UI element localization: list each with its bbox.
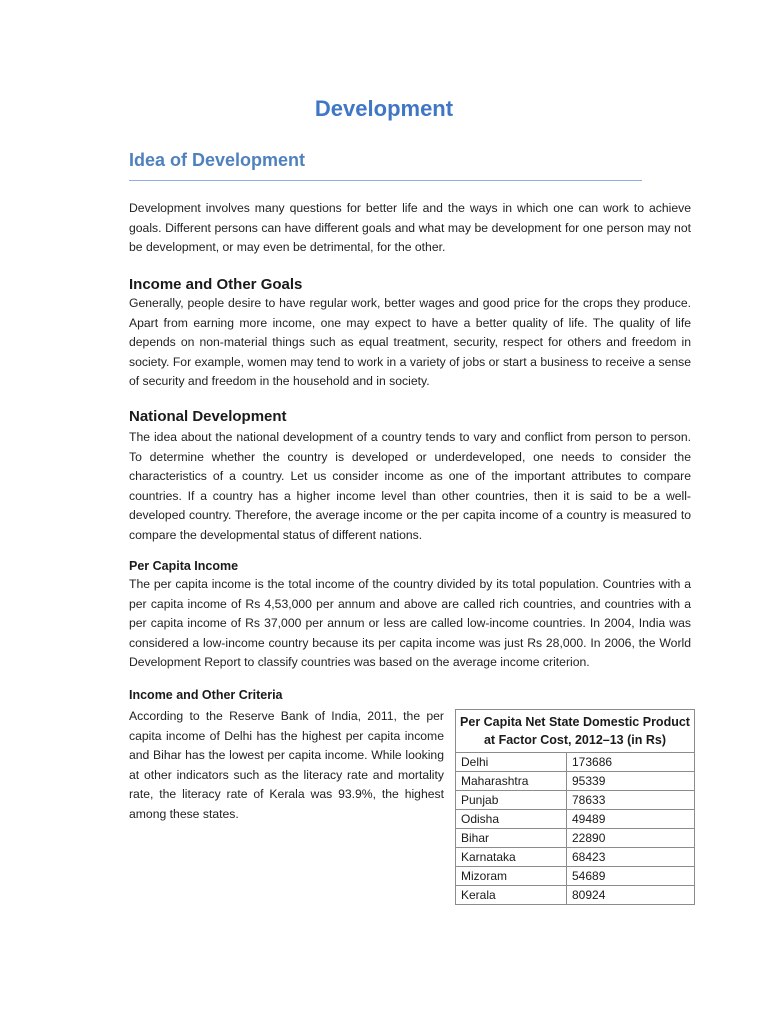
state-name-cell: Mizoram (456, 867, 567, 886)
page-title: Development (314, 96, 454, 121)
state-name-cell: Delhi (456, 753, 567, 772)
table-row (456, 886, 695, 905)
table-caption-line2: at Factor Cost, 2012–13 (in Rs) (483, 733, 666, 747)
state-name-cell: Karnataka (456, 848, 567, 867)
state-name-cell: Bihar (456, 829, 567, 848)
income-value-cell: 78633 (567, 791, 695, 810)
heading-divider (129, 180, 642, 181)
table-row (456, 810, 695, 829)
income-value-cell: 22890 (567, 829, 695, 848)
table-row (456, 772, 695, 791)
table-body (456, 753, 695, 905)
income-goals-heading: Income and Other Goals (129, 276, 303, 293)
state-name-cell: Kerala (456, 886, 567, 905)
table-caption (456, 710, 695, 753)
national-development-paragraph: The idea about the national development of a country tends to vary and conflict from person to person. To determine whether the country is developed or underdeveloped, one needs to consider the characteristics of a country. Let us consider income as one of the important attributes to compare countries. If a country has a higher income level than other countries, then it is said to be a well-developed country. Therefore, the average income or the per capita income of a country is measured to compare the developmental status of different nations. (129, 430, 691, 542)
state-name-cell: Punjab (456, 791, 567, 810)
income-goals-paragraph: Generally, people desire to have regular work, better wages and good price for the crops they produce. Apart from earning more income, one may expect to have a better quality of life. The quality of life depends on non-material things such as equal treatment, security, respect for others and freedom in society. For example, women may tend to work in a variety of jobs or start a business to receive a sense of security and freedom in the household and in society. (129, 296, 691, 388)
intro-paragraph: Development involves many questions for better life and the ways in which one can work to achieve goals. Different persons can have different goals and what may be development for one person may not be development, or may even be detrimental, for the other. (129, 201, 691, 254)
table-row (456, 753, 695, 772)
income-value-cell: 95339 (567, 772, 695, 791)
per-capita-income-heading: Per Capita Income (129, 559, 239, 573)
income-value-cell: 49489 (567, 810, 695, 829)
state-name-cell: Maharashtra (456, 772, 567, 791)
state-name-cell: Odisha (456, 810, 567, 829)
income-criteria-paragraph: According to the Reserve Bank of India, 2011, the per capita income of Delhi has the highest per capita income and Bihar has the lowest per capita income. While looking at other indicators such as the literacy rate and mortality rate, the literacy rate of Kerala was 93.9%, the highest among these states. (129, 709, 444, 821)
table-row (456, 791, 695, 810)
income-value-cell: 173686 (567, 753, 695, 772)
income-value-cell: 54689 (567, 867, 695, 886)
table-caption-line1: Per Capita Net State Domestic Product (460, 715, 690, 729)
income-criteria-heading: Income and Other Criteria (129, 688, 283, 702)
income-value-cell: 68423 (567, 848, 695, 867)
per-capita-income-paragraph: The per capita income is the total income of the country divided by its total population. Countries with a per capita income of Rs 4,53,000 per annum and above are called rich countries, and countries with a per capita income of Rs 37,000 per annum or less are called low-income countries. In 2004, India was considered a low-income country because its per capita income was just Rs 28,000. In 2006, the World Development Report to classify countries was based on the average income criterion. (129, 577, 691, 669)
section-heading: Idea of Development (129, 150, 306, 170)
table-row (456, 829, 695, 848)
table-caption-row (456, 710, 695, 753)
income-value-cell: 80924 (567, 886, 695, 905)
table-row (456, 848, 695, 867)
national-development-heading: National Development (129, 408, 287, 425)
table-row (456, 867, 695, 886)
state-income-table (455, 709, 695, 905)
